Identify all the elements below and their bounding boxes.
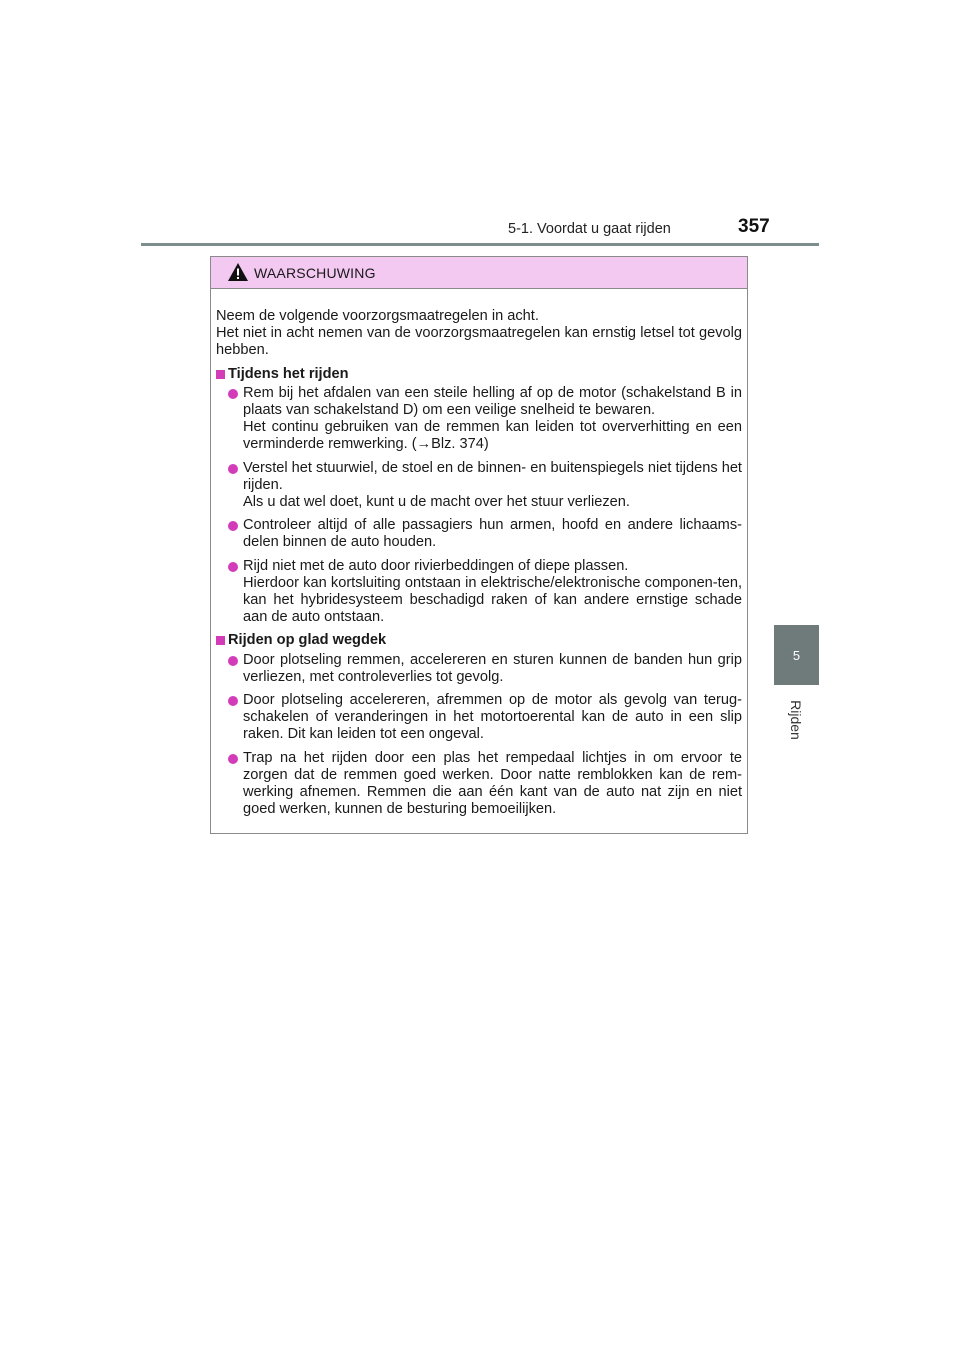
warning-body	[211, 289, 747, 818]
section-heading-slippery-road	[216, 632, 742, 649]
chapter-number: 5	[792, 647, 801, 663]
list-item-text: Door plotseling remmen, accelereren en sturen kunnen de banden hun grip verliezen, met controleverlies tot gevolg.	[243, 651, 742, 685]
round-bullet-icon	[228, 464, 238, 474]
list-item-text: Trap na het rijden door een plas het rempedaal lichtjes in om ervoor te zorgen dat de remmen goed werken. Door natte remblokken kan de rem-werking afnemen. Remmen die aan één kant van de auto nat zijn en niet goed werken, kunnen de besturing bemoeilijken.	[243, 749, 742, 818]
square-bullet-icon	[216, 370, 225, 379]
chapter-tab	[774, 625, 819, 685]
list-item-text: Rijd niet met de auto door rivierbeddingen of diepe plassen.	[243, 557, 629, 574]
warning-triangle-icon	[227, 262, 249, 282]
warning-intro	[216, 308, 742, 360]
section-heading-text: Tijdens het rijden	[228, 365, 349, 382]
round-bullet-icon	[228, 389, 238, 399]
warning-title: WAARSCHUWING	[254, 265, 376, 281]
round-bullet-icon	[228, 656, 238, 666]
list-item-text: Verstel het stuurwiel, de stoel en de binnen- en buitenspiegels niet tijdens het rijden.	[243, 459, 742, 493]
chapter-label: Rijden	[788, 700, 804, 740]
section-title: 5-1. Voordat u gaat rijden	[508, 221, 671, 237]
list-item	[216, 517, 742, 551]
page-number: 357	[738, 216, 770, 237]
section-heading-driving	[216, 366, 742, 383]
round-bullet-icon	[228, 696, 238, 706]
list-item	[216, 652, 742, 686]
list-item-text: Controleer altijd of alle passagiers hun armen, hoofd en andere lichaams-delen binnen de auto houden.	[243, 517, 742, 551]
header-divider	[141, 243, 819, 246]
list-item	[216, 692, 742, 744]
round-bullet-icon	[228, 521, 238, 531]
intro-line: Neem de volgende voorzorgsmaatregelen in acht.	[216, 308, 539, 324]
section-heading-text: Rijden op glad wegdek	[228, 632, 387, 649]
warning-header	[211, 257, 747, 289]
list-item-text: Hierdoor kan kortsluiting ontstaan in elektrische/elektronische componen-ten, kan het hybridesysteem beschadigd raken of kan andere ernstige schade aan de auto ontstaan.	[243, 574, 742, 626]
square-bullet-icon	[216, 636, 225, 645]
list-item	[216, 750, 742, 819]
intro-line: Het niet in acht nemen van de voorzorgsmaatregelen kan ernstig letsel tot gevolg hebben.	[216, 325, 742, 359]
list-item	[216, 460, 742, 512]
warning-box	[210, 256, 748, 834]
list-item-text: Door plotseling accelereren, afremmen op de motor als gevolg van terug-schakelen of veranderingen in het motortoerental kan de auto in een slip raken. Dit kan leiden tot een ongeval.	[243, 692, 742, 743]
list-item	[216, 385, 742, 454]
round-bullet-icon	[228, 754, 238, 764]
list-item-text: Als u dat wel doet, kunt u de macht over het stuur verliezen.	[243, 494, 630, 511]
list-item-text: Het continu gebruiken van de remmen kan leiden tot oververhitting en een verminderde remwerking. (→Blz. 374)	[243, 419, 742, 453]
round-bullet-icon	[228, 562, 238, 572]
list-item-text: Rem bij het afdalen van een steile helling af op de motor (schakelstand B in plaats van schakelstand D) om een veilige snelheid te bewaren.	[243, 384, 742, 419]
list-item	[216, 558, 742, 627]
